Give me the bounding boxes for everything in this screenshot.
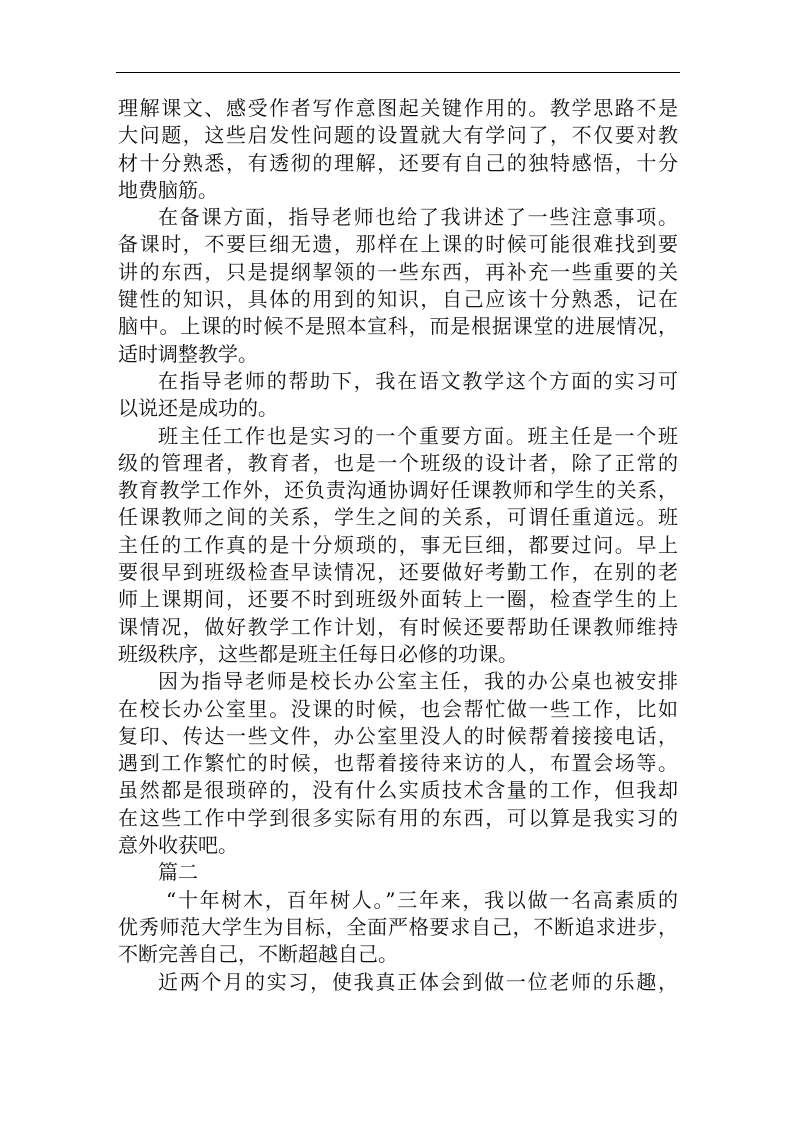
text-line: 因为指导老师是校长办公室主任，我的办公桌也被安排 bbox=[158, 669, 678, 694]
text-line: 脑中。上课的时候不是照本宣科，而是根据课堂的进展情况， bbox=[118, 314, 678, 339]
text-line: 意外收获吧。 bbox=[118, 833, 238, 858]
text-line: 虽然都是很琐碎的，没有什么实质技术含量的工作，但我却 bbox=[118, 778, 678, 803]
section-heading: 篇二 bbox=[158, 860, 198, 885]
text-line: 优秀师范大学生为目标，全面严格要求自己，不断追求进步， bbox=[118, 914, 678, 939]
text-line: 课情况，做好教学工作计划，有时候还要帮助任课教师维持 bbox=[118, 614, 678, 639]
text-line: 师上课期间，还要不时到班级外面转上一圈，检查学生的上 bbox=[118, 587, 678, 612]
text-line: 近两个月的实习，使我真正体会到做一位老师的乐趣， bbox=[158, 969, 678, 994]
header-rule bbox=[116, 72, 680, 73]
text-line: 教育教学工作外，还负责沟通协调好任课教师和学生的关系， bbox=[118, 478, 678, 503]
text-line: 班级秩序，这些都是班主任每日必修的功课。 bbox=[118, 641, 518, 666]
text-line: 理解课文、感受作者写作意图起关键作用的。教学思路不是 bbox=[118, 96, 678, 120]
text-line: 班主任工作也是实习的一个重要方面。班主任是一个班 bbox=[158, 423, 678, 448]
text-line: “十年树木，百年树人。”三年来，我以做一名高素质的 bbox=[166, 887, 678, 912]
text-line: 任课教师之间的关系，学生之间的关系，可谓任重道远。班 bbox=[118, 505, 678, 530]
text-line: 材十分熟悉，有透彻的理解，还要有自己的独特感悟，十分 bbox=[118, 150, 678, 175]
text-line: 备课时，不要巨细无遗，那样在上课的时候可能很难找到要 bbox=[118, 232, 678, 257]
text-line: 遇到工作繁忙的时候，也帮着接待来访的人，布置会场等。 bbox=[118, 751, 678, 776]
body-text bbox=[118, 95, 678, 996]
text-line: 适时调整教学。 bbox=[118, 341, 258, 366]
text-line: 复印、传达一些文件，办公室里没人的时候帮着接接电话， bbox=[118, 723, 678, 748]
text-line: 键性的知识，具体的用到的知识，自己应该十分熟悉，记在 bbox=[118, 287, 678, 312]
text-line: 在备课方面，指导老师也给了我讲述了一些注意事项。 bbox=[158, 205, 678, 230]
text-line: 主任的工作真的是十分烦琐的，事无巨细，都要过问。早上 bbox=[118, 532, 678, 557]
text-line: 在指导老师的帮助下，我在语文教学这个方面的实习可 bbox=[158, 368, 678, 393]
text-line: 要很早到班级检查早读情况，还要做好考勤工作，在别的老 bbox=[118, 560, 678, 585]
text-line: 大问题，这些启发性问题的设置就大有学问了，不仅要对教 bbox=[118, 123, 678, 148]
text-line: 地费脑筋。 bbox=[118, 177, 218, 202]
text-line: 在这些工作中学到很多实际有用的东西，可以算是我实习的 bbox=[118, 805, 678, 830]
text-line: 级的管理者，教育者，也是一个班级的设计者，除了正常的 bbox=[118, 450, 678, 475]
text-line: 不断完善自己，不断超越自己。 bbox=[118, 942, 398, 967]
text-line: 以说还是成功的。 bbox=[118, 396, 278, 421]
text-line: 讲的东西，只是提纲挈领的一些东西，再补充一些重要的关 bbox=[118, 259, 678, 284]
text-line: 在校长办公室里。没课的时候，也会帮忙做一些工作，比如 bbox=[118, 696, 678, 721]
